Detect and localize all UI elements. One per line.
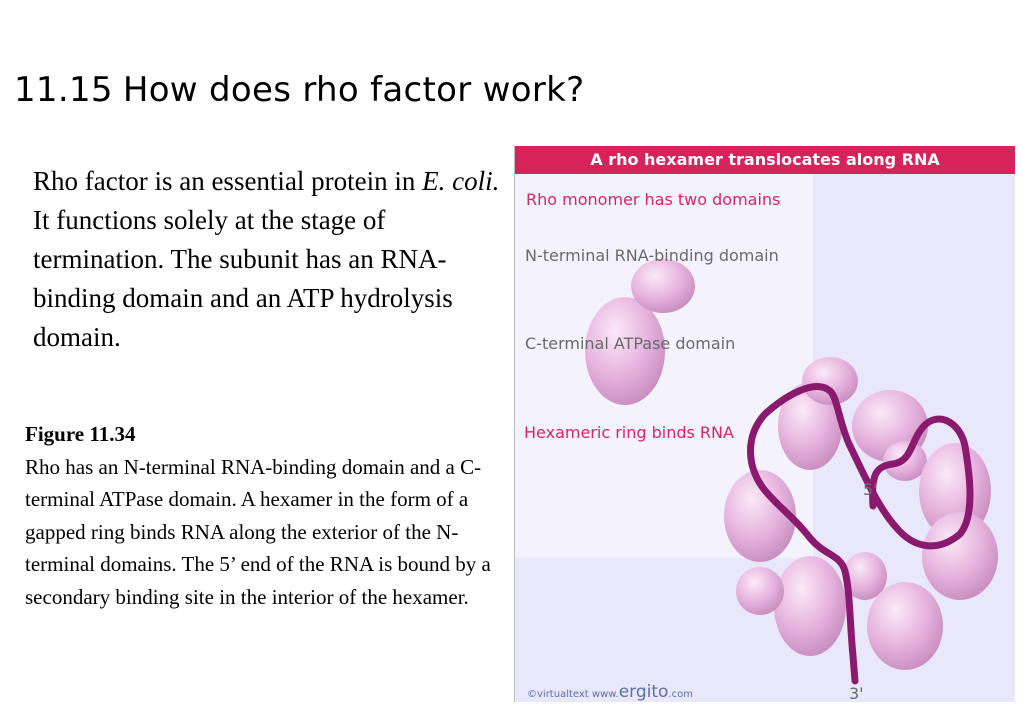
- intro-text-part2: It functions solely at the stage of termination. The subunit has an RNA-binding domain and an ATP hydrolysis domain.: [33, 205, 453, 352]
- n-terminal-label: N-terminal RNA-binding domain: [525, 246, 779, 265]
- credit-suffix: .com: [668, 689, 693, 700]
- hexamer-subunit: [802, 357, 858, 405]
- rho-monomer: [585, 259, 695, 405]
- n-terminal-domain: [631, 259, 695, 313]
- hexamer-label: Hexameric ring binds RNA: [524, 423, 734, 442]
- hexamer-subunit: [867, 582, 943, 670]
- hexamer-subunit: [922, 512, 998, 600]
- figure-caption-body: Rho has an N-terminal RNA-binding domain and a C-terminal ATPase domain. A hexamer in the form of a gapped ring binds RNA along the exterior of the N-terminal domains. The 5’ end of the RNA is bound by a secondary binding site in the interior of the hexamer.: [25, 454, 491, 609]
- hexamer-subunit: [736, 567, 784, 615]
- slide-title: [14, 70, 584, 110]
- slide-title-text: How does rho factor work?: [122, 70, 585, 110]
- organism-name: E. coli.: [422, 166, 500, 196]
- credit-brand: ergito: [618, 682, 669, 702]
- credit-prefix: ©virtualtext www.: [527, 689, 619, 700]
- rho-hexamer: [724, 357, 998, 670]
- c-terminal-label: C-terminal ATPase domain: [525, 334, 736, 353]
- three-prime-label: 3': [849, 684, 864, 703]
- slide-number: 11.15: [14, 70, 113, 110]
- monomer-label: Rho monomer has two domains: [526, 190, 781, 209]
- five-prime-label: 5': [863, 480, 878, 499]
- credit-line: [527, 682, 693, 702]
- intro-text-part1: Rho factor is an essential protein in: [33, 166, 423, 196]
- hexamer-subunit: [774, 556, 846, 656]
- figure-caption: [25, 418, 515, 613]
- figure-caption-heading: Figure 11.34: [25, 422, 136, 446]
- intro-paragraph: [33, 162, 508, 357]
- rho-figure: [514, 146, 1015, 702]
- figure-header: A rho hexamer translocates along RNA: [515, 146, 1015, 174]
